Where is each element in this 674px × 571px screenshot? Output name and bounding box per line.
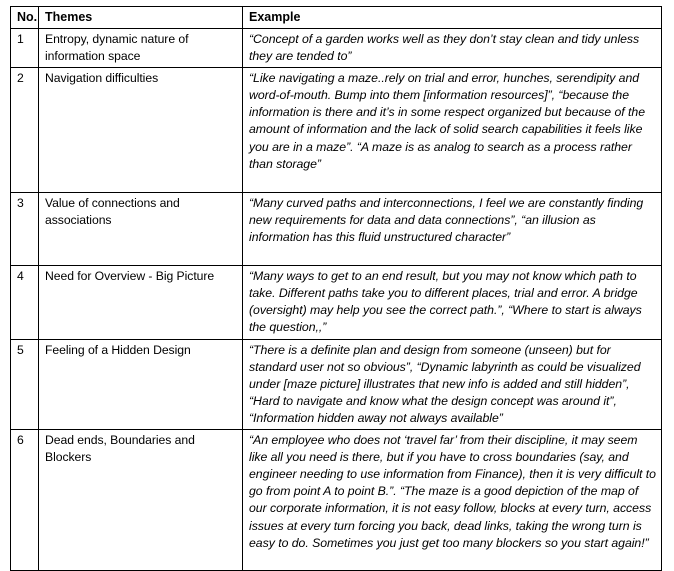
row-theme: Navigation difficulties <box>39 68 243 193</box>
column-header-example: Example <box>243 7 662 29</box>
table-header <box>11 7 662 29</box>
row-theme: Entropy, dynamic nature of information space <box>39 29 243 68</box>
row-number: 2 <box>11 68 39 193</box>
column-header-themes: Themes <box>39 7 243 29</box>
row-theme: Need for Overview - Big Picture <box>39 266 243 339</box>
row-theme: Dead ends, Boundaries and Blockers <box>39 430 243 571</box>
row-theme: Value of connections and associations <box>39 193 243 266</box>
row-example: “Many ways to get to an end result, but you may not know which path to take. Different paths take you to different places, trial and error. A bridge (oversight) may help you see the correct path.”, “Where to start is always the question,,” <box>243 266 662 339</box>
table-body <box>11 29 662 571</box>
table-row <box>11 29 662 68</box>
table-row <box>11 266 662 339</box>
row-theme: Feeling of a Hidden Design <box>39 339 243 429</box>
row-number: 5 <box>11 339 39 429</box>
table-row <box>11 68 662 193</box>
row-number: 3 <box>11 193 39 266</box>
column-header-no: No. <box>11 7 39 29</box>
row-number: 1 <box>11 29 39 68</box>
table-row <box>11 339 662 429</box>
row-number: 6 <box>11 430 39 571</box>
table-row <box>11 193 662 266</box>
row-number: 4 <box>11 266 39 339</box>
row-example: “An employee who does not ‘travel far’ from their discipline, it may seem like all you need is there, but if you have to cross boundaries (say, and engineer needing to use information from Finance), then it is very difficult to go from point A to point B.”. “The maze is a good depiction of the map of our corporate information, it is not easy follow, blocks at every turn, access issues at every turn forcing you back, dead links, taking the wrong turn is easy to do. Sometimes you just get too many blockers so you start again!” <box>243 430 662 571</box>
row-example: “Like navigating a maze..rely on trial and error, hunches, serendipity and word-of-mouth. Bump into them [information resources]”, “because the information is there and it’s in some respect organized but because of the amount of information and the lack of solid search capabilities it feels like you are in a maze”. “A maze is as analog to search as a process rather than storage” <box>243 68 662 193</box>
table-header-row <box>11 7 662 29</box>
row-example: “Many curved paths and interconnections, I feel we are constantly finding new requirements for data and data connections”, “an illusion as information has this fluid unstructured character” <box>243 193 662 266</box>
table-row <box>11 430 662 571</box>
row-example: “There is a definite plan and design from someone (unseen) but for standard user not so obvious”, “Dynamic labyrinth as could be visualized under [maze picture] illustrates that new info is added and still hidden”, “Hard to navigate and know what the design concept was around it”, “Information hidden away not always available” <box>243 339 662 429</box>
row-example: “Concept of a garden works well as they don’t stay clean and tidy unless they are tended to” <box>243 29 662 68</box>
themes-table <box>10 6 662 571</box>
